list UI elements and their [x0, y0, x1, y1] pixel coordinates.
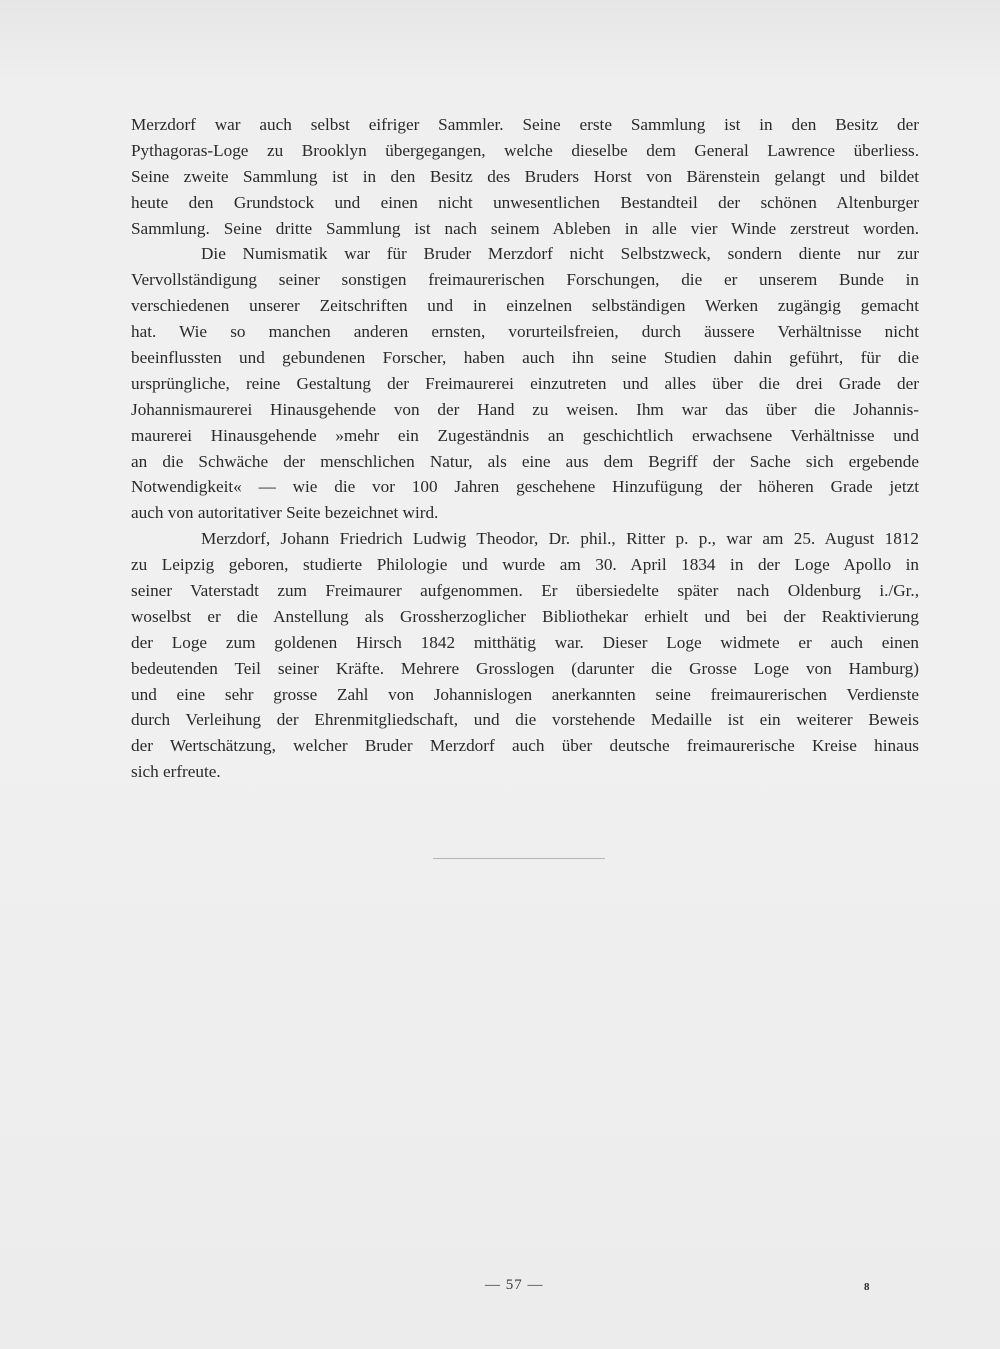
body-text: [131, 112, 919, 785]
text-line: sich erfreute.: [131, 762, 221, 782]
text-line: seiner Vaterstadt zum Freimaurer aufgenommen. Er übersiedelte später nach Oldenburg i./Gr.,: [131, 581, 919, 601]
text-line: maurerei Hinausgehende »mehr ein Zugeständnis an geschichtlich erwachsene Verhältnisse und: [131, 425, 919, 445]
text-line: der Wertschätzung, welcher Bruder Merzdorf auch über deutsche freimaurerische Kreise hinaus: [131, 736, 919, 756]
text-line: Notwendigkeit« — wie die vor 100 Jahren geschehene Hinzufügung der höheren Grade jetzt: [131, 477, 919, 497]
text-line: durch Verleihung der Ehrenmitgliedschaft, und die vorstehende Medaille ist ein weiterer Beweis: [131, 710, 919, 730]
section-divider: [433, 858, 605, 859]
text-line: heute den Grundstock und einen nicht unwesentlichen Bestandteil der schönen Altenburger: [131, 192, 919, 212]
text-line: an die Schwäche der menschlichen Natur, als eine aus dem Begriff der Sache sich ergebende: [131, 451, 919, 471]
page-number: — 57 —: [485, 1277, 544, 1293]
text-line: und eine sehr grosse Zahl von Johannislogen anerkannten seine freimaurerischen Verdienste: [131, 684, 919, 704]
signature-mark: 8: [864, 1281, 870, 1293]
text-line: Merzdorf, Johann Friedrich Ludwig Theodor, Dr. phil., Ritter p. p., war am 25. August 1812: [201, 529, 919, 549]
text-line: bedeutenden Teil seiner Kräfte. Mehrere Grosslogen (darunter die Grosse Loge von Hamburg): [131, 658, 919, 678]
text-line: Pythagoras-Loge zu Brooklyn übergegangen, welche dieselbe dem General Lawrence überliess.: [131, 140, 919, 160]
text-line: Sammlung. Seine dritte Sammlung ist nach seinem Ableben in alle vier Winde zerstreut worden.: [131, 218, 919, 238]
text-line: Vervollständigung seiner sonstigen freimaurerischen Forschungen, die er unserem Bunde in: [131, 270, 919, 290]
text-line: Die Numismatik war für Bruder Merzdorf nicht Selbstzweck, sondern diente nur zur: [201, 244, 919, 264]
text-line: der Loge zum goldenen Hirsch 1842 mitthätig war. Dieser Loge widmete er auch einen: [131, 632, 919, 652]
text-line: auch von autoritativer Seite bezeichnet wird.: [131, 503, 439, 523]
text-line: woselbst er die Anstellung als Grossherzoglicher Bibliothekar erhielt und bei der Reaktivierung: [131, 606, 919, 626]
text-line: beeinflussten und gebundenen Forscher, haben auch ihn seine Studien dahin geführt, für die: [131, 348, 919, 368]
text-line: ursprüngliche, reine Gestaltung der Freimaurerei einzutreten und alles über die drei Grade der: [131, 373, 919, 393]
text-line: Merzdorf war auch selbst eifriger Sammler. Seine erste Sammlung ist in den Besitz der: [131, 115, 919, 134]
text-line: Johannismaurerei Hinausgehende von der Hand zu weisen. Ihm war das über die Johannis-: [131, 399, 919, 419]
text-line: verschiedenen unserer Zeitschriften und in einzelnen selbständigen Werken zugängig gemacht: [131, 296, 919, 316]
text-line: zu Leipzig geboren, studierte Philologie und wurde am 30. April 1834 in der Loge Apollo in: [131, 555, 919, 575]
text-line: Seine zweite Sammlung ist in den Besitz des Bruders Horst von Bärenstein gelangt und bildet: [131, 166, 919, 186]
text-line: hat. Wie so manchen anderen ernsten, vorurteilsfreien, durch äussere Verhältnisse nicht: [131, 322, 919, 342]
